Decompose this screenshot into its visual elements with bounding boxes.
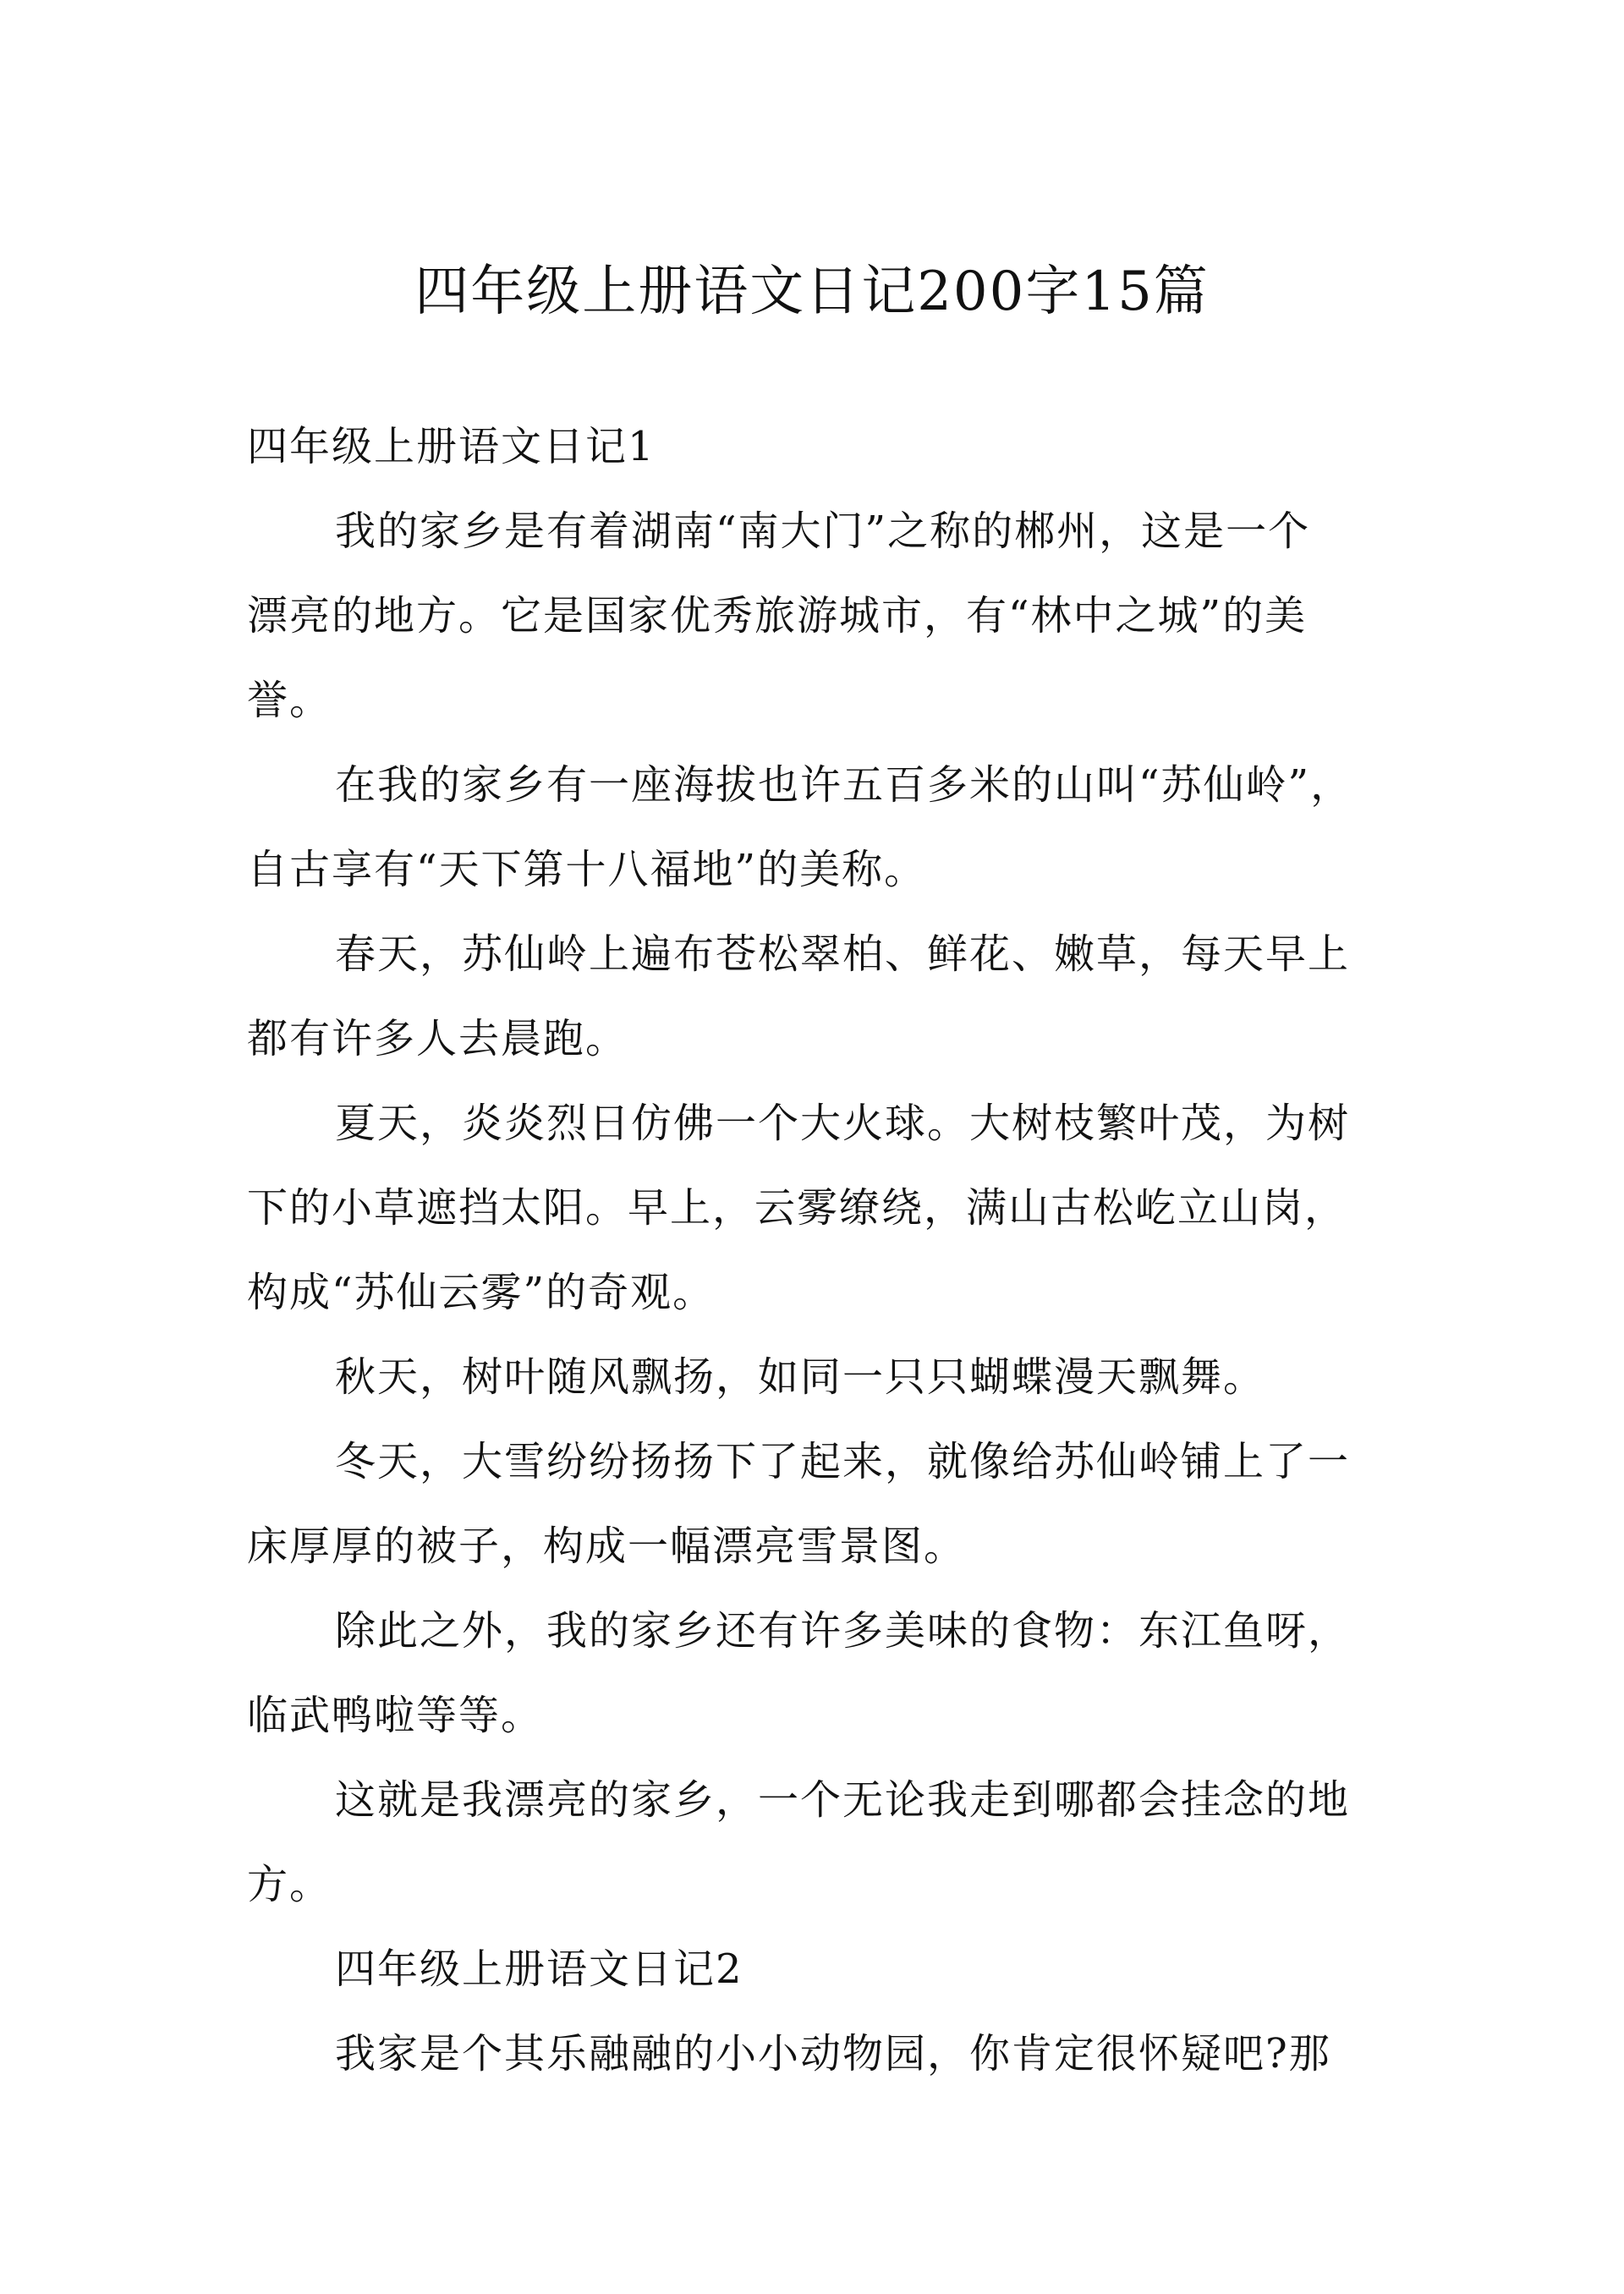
text-line: 方。 (247, 1861, 332, 1908)
text-line: 除此之外，我的家乡还有许多美味的食物：东江鱼呀， (335, 1607, 1351, 1655)
section-heading-2 (247, 1927, 1389, 2011)
text-line: 床厚厚的被子，构成一幅漂亮雪景图。 (247, 1523, 967, 1570)
paragraph (247, 1589, 1389, 1758)
document-title: 四年级上册语文日记200字15篇 (414, 261, 1210, 323)
text-line: 在我的家乡有一座海拔也许五百多米的山叫“苏仙岭”， (335, 761, 1353, 809)
text-line: 漂亮的地方。它是国家优秀旅游城市，有“林中之城”的美 (247, 592, 1308, 639)
text-line: 四年级上册语文日记1 (247, 423, 656, 470)
text-line: 冬天，大雪纷纷扬扬下了起来，就像给苏仙岭铺上了一 (335, 1438, 1351, 1485)
paragraph (247, 1419, 1389, 1589)
text-line: 秋天，树叶随风飘扬，如同一只只蝴蝶漫天飘舞。 (335, 1353, 1266, 1401)
text-line: 都有许多人去晨跑。 (247, 1015, 628, 1062)
text-line: 我的家乡是有着湖南“南大门”之称的郴州，这是一个 (335, 508, 1311, 555)
paragraph (247, 1335, 1389, 1419)
paragraph (247, 1081, 1389, 1335)
text-line: 下的小草遮挡太阳。早上，云雾缭绕，满山古松屹立山岗， (247, 1184, 1347, 1232)
text-line: 临武鸭啦等等。 (247, 1692, 544, 1739)
paragraph (247, 743, 1389, 912)
paragraph (247, 1758, 1389, 1927)
text-line: 春天，苏仙岭上遍布苍松翠柏、鲜花、嫩草，每天早上 (335, 930, 1351, 978)
text-line: 这就是我漂亮的家乡，一个无论我走到哪都会挂念的地 (335, 1776, 1351, 1824)
section-heading-1 (247, 404, 1389, 489)
paragraph (247, 2011, 1389, 2096)
paragraph (247, 912, 1389, 1081)
text-line: 四年级上册语文日记2 (335, 1946, 743, 1993)
text-line: 我家是个其乐融融的小小动物园，你肯定很怀疑吧?那 (335, 2030, 1331, 2077)
document-body (247, 404, 1389, 2096)
text-line: 誉。 (247, 677, 332, 724)
paragraph (247, 489, 1389, 743)
text-line: 构成“苏仙云雾”的奇观。 (247, 1269, 716, 1316)
text-line: 夏天，炎炎烈日仿佛一个大火球。大树枝繁叶茂，为树 (335, 1100, 1351, 1147)
text-line: 自古享有“天下第十八福地”的美称。 (247, 846, 927, 893)
